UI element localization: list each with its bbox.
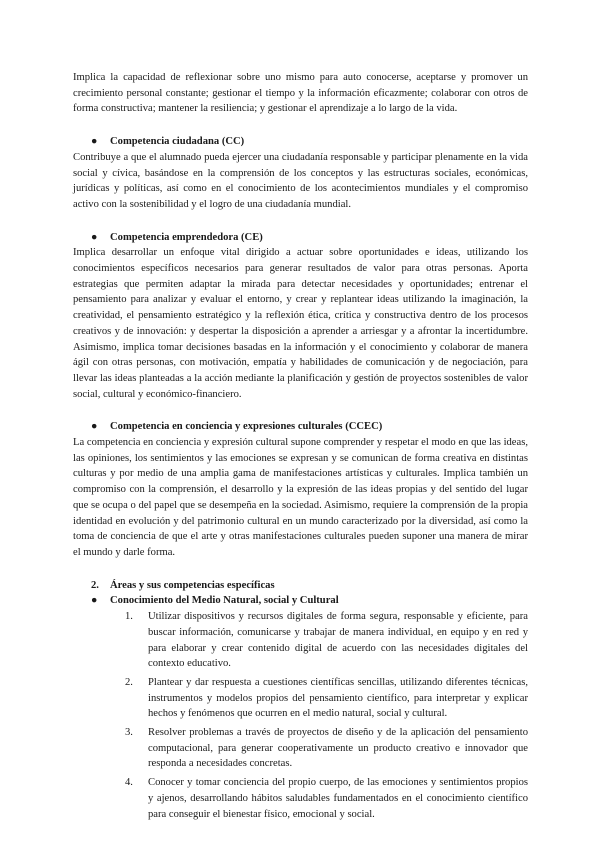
list-item-text: Resolver problemas a través de proyectos de diseño y de la aplicación del pensamiento computacional, para generar cooperativamente un producto creativo e innovador que responda a necesidades concretas. xyxy=(148,727,528,770)
section-body-cc: Contribuye a que el alumnado pueda ejercer una ciudadanía responsable y participar plenamente en la vida social y cívica, basándose en la comprensión de los conceptos y las estructuras sociales, económicas, jurídicas y políticas, así como en el conocimiento de los acontecimientos mundiales y el compromiso activo con la sostenibilidad y el logro de una ciudadanía mundial. xyxy=(73,151,528,210)
bullet-icon: ● xyxy=(91,136,98,148)
list-item-number: 1. xyxy=(125,611,133,623)
list-item xyxy=(73,775,528,822)
list-item-number: 2. xyxy=(125,676,133,688)
area-heading xyxy=(73,593,528,609)
intro-paragraph: Implica la capacidad de reflexionar sobre uno mismo para auto conocerse, aceptarse y promover un crecimiento personal constante; gestionar el tiempo y la información eficazmente; colaborar con otros de forma constructiva; mantener la resiliencia; y gestionar el aprendizaje a lo largo de la vida. xyxy=(73,72,528,115)
bullet-icon: ● xyxy=(91,421,98,433)
section-heading-text: Competencia en conciencia y expresiones culturales (CCEC) xyxy=(110,421,383,433)
section-2-number: 2. xyxy=(91,579,99,591)
list-item-text: Utilizar dispositivos y recursos digitales de forma segura, responsable y eficiente, para buscar información, comunicarse y trabajar de manera individual, en equipo y en red y para elaborar y crear contenido digital de acuerdo con las necesidades digitales del contexto educativo. xyxy=(148,611,528,670)
section-2-heading xyxy=(73,578,528,594)
list-item-text: Plantear y dar respuesta a cuestiones científicas sencillas, utilizando diferentes técnicas, instrumentos y modelos propios del pensamiento científico, para interpretar y explicar hechos y fenómenos que ocurren en el medio natural, social y cultural. xyxy=(148,676,528,720)
bullet-icon: ● xyxy=(91,595,98,607)
section-body-ccec: La competencia en conciencia y expresión cultural supone comprender y respetar el modo en que las ideas, las opiniones, los sentimientos y las emociones se expresan y se comunican de forma creativa en distintas culturas y por medio de una amplia gama de manifestaciones artísticas y culturales. Implica también un compromiso con la comprensión, el desarrollo y la expresión de las ideas propias y del sentido del lugar que se ocupa o del papel que se desempeña en la sociedad. Asimismo, requiere la comprensión de la propia identidad en evolución y del patrimonio cultural en un mundo caracterizado por la diversidad, así como la toma de conciencia de que el arte y otras manifestaciones culturales pueden suponer una manera de mirar el mundo y darle forma. xyxy=(73,437,528,558)
list-item-text: Conocer y tomar conciencia del propio cuerpo, de las emociones y sentimientos propios y ajenos, desarrollando hábitos saludables fundamentados en el conocimiento científico para conseguir el bienestar físico, emocional y social. xyxy=(148,777,528,820)
list-item-number: 3. xyxy=(125,727,133,739)
section-heading-text: Competencia emprendedora (CE) xyxy=(110,231,263,243)
section-heading-ccec xyxy=(73,419,528,435)
list-item xyxy=(73,725,528,772)
section-heading-ce xyxy=(73,230,528,246)
list-item xyxy=(73,609,528,672)
section-heading-cc xyxy=(73,134,528,150)
section-heading-text: Competencia ciudadana (CC) xyxy=(110,136,245,148)
area-heading-text: Conocimiento del Medio Natural, social y Cultural xyxy=(110,595,339,607)
bullet-icon: ● xyxy=(91,231,98,243)
list-item-number: 4. xyxy=(125,777,133,789)
list-item xyxy=(73,675,528,722)
competencias-list xyxy=(73,609,528,822)
section-body-ce: Implica desarrollar un enfoque vital dirigido a actuar sobre oportunidades e ideas, utilizando los conocimientos específicos necesarios para generar resultados de valor para otras personas. Aporta estrategias que permiten adaptar la mirada para detectar necesidades y oportunidades; entrenar el pensamiento para analizar y evaluar el entorno, y crear y replantear ideas utilizando la imaginación, la creatividad, el pensamiento estratégico y la reflexión ética, crítica y constructiva dentro de los procesos creativos y de innovación: y despertar la disposición a aprender a arriesgar y a afrontar la incertidumbre. Asimismo, implica tomar decisiones basadas en la información y el conocimiento y colaborar de manera ágil con otras personas, con motivación, empatía y habilidades de comunicación y de negociación, para llevar las ideas planteadas a la acción mediante la planificación y gestión de proyectos sostenibles de valor social, cultural y económico-financiero. xyxy=(73,247,528,400)
section-2-title: Áreas y sus competencias específicas xyxy=(110,579,275,591)
